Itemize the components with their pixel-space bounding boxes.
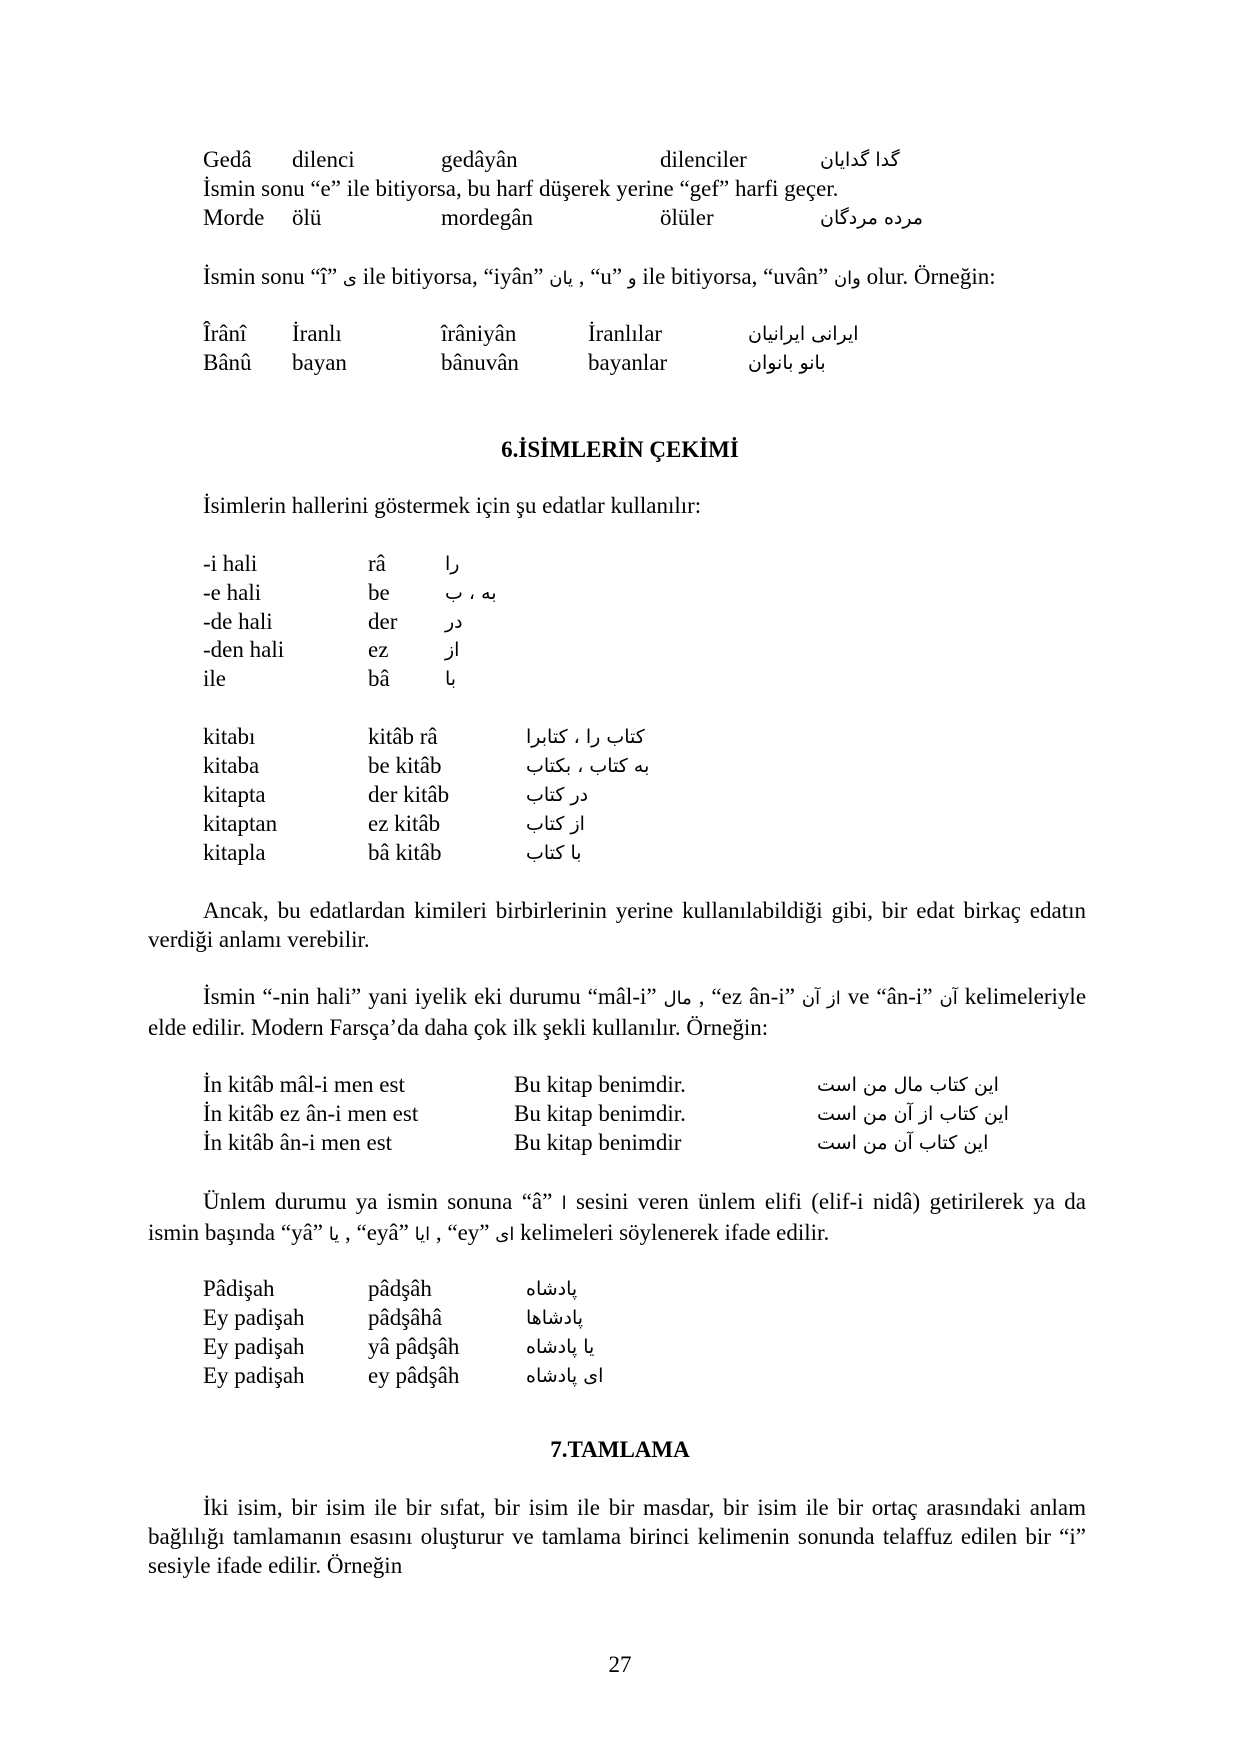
case-persian: با: [445, 668, 457, 690]
text-fragment: sesini veren ünlem elifi (elif-i nidâ) getirilerek ya da ismin başında “yâ”: [148, 1189, 1086, 1245]
turkish-form: Pâdişah: [203, 1276, 275, 1301]
case-persian: را: [445, 553, 460, 575]
latin-persian: kitâb râ: [368, 724, 438, 749]
persian-word: از آن: [801, 988, 841, 1009]
text-fragment: İsmin “-nin hali” yani iyelik eki durumu “mâl-i”: [203, 984, 657, 1009]
text-fragment: , “eyâ”: [345, 1220, 409, 1245]
text-fragment: ile bitiyorsa, “uvân”: [642, 264, 829, 289]
turkish-form: Ey padişah: [203, 1334, 305, 1359]
plural-meaning: ölüler: [660, 205, 714, 230]
tamlama-paragraph: İki isim, bir isim ile bir sıfat, bir isim ile bir masdar, bir isim ile bir ortaç arasındaki anlam bağlılığı tamlamanın esasını oluşturur ve tamlama birinci kelimenin sonunda telaffuz edilen bir “i” sesiyle ifade edilir. Örneğin: [148, 1495, 1086, 1578]
page-number: 27: [608, 1652, 632, 1677]
e-rule-text: İsmin sonu “e” ile bitiyorsa, bu harf düşerek yerine “gef” harfi geçer.: [203, 176, 839, 201]
i-u-rule-paragraph: [148, 262, 1086, 293]
turkish-form: Ey padişah: [203, 1363, 305, 1388]
text-fragment: kelimeleriyle elde edilir. Modern Farsça’da daha çok ilk şekli kullanılır. Örneğin:: [148, 984, 1087, 1040]
text-fragment: Ünlem durumu ya ismin sonuna “â”: [203, 1189, 553, 1214]
text-fragment: , “ey”: [435, 1220, 490, 1245]
persian-word: ایا: [414, 1224, 431, 1245]
text-fragment: ile bitiyorsa, “iyân”: [362, 264, 544, 289]
persian-letter: و: [627, 268, 637, 289]
plural-word: mordegân: [441, 205, 533, 230]
latin-persian: be kitâb: [368, 753, 442, 778]
persian-form: کتاب را ، کتابرا: [526, 726, 645, 748]
case-name: -i hali: [203, 551, 258, 576]
turkish-form: kitapta: [203, 782, 266, 807]
singular-word: Gedâ: [203, 147, 252, 172]
persian-word: یا: [328, 1224, 340, 1245]
text-fragment: ve “ân-i”: [847, 984, 933, 1009]
latin-persian: ez kitâb: [368, 811, 441, 836]
persian-letter: ا: [561, 1193, 567, 1214]
latin-persian: pâdşâh: [368, 1276, 432, 1301]
case-particle: der: [368, 609, 398, 634]
persian-forms: ایرانی ایرانیان: [748, 323, 859, 345]
persian-word: مال: [663, 988, 692, 1009]
plural-word: bânuvân: [441, 350, 519, 375]
latin-persian: yâ pâdşâh: [368, 1334, 460, 1359]
case-persian: از: [445, 639, 460, 661]
section-heading: 7.TAMLAMA: [550, 1437, 690, 1462]
persian-word: ای: [495, 1224, 515, 1245]
case-particle: be: [368, 580, 390, 605]
turkish-form: kitaba: [203, 753, 260, 778]
ancak-paragraph: Ancak, bu edatlardan kimileri birbirlerinin yerine kullanılabildiği gibi, bir edat birkaç edatın verdiği anlamı verebilir.: [148, 898, 1086, 952]
persian-suffix: وان: [833, 268, 861, 289]
latin-persian: pâdşâhâ: [368, 1305, 443, 1330]
persian-forms: بانو بانوان: [748, 352, 826, 374]
latin-persian: ey pâdşâh: [368, 1363, 460, 1388]
persian-form: ای پادشاه: [526, 1365, 604, 1387]
persian-form: پادشاه: [526, 1278, 578, 1300]
plural-meaning: dilenciler: [660, 147, 747, 172]
nin-paragraph: [148, 982, 1086, 1042]
plural-word: gedâyân: [441, 147, 518, 172]
persian-forms: گدا گدایان: [820, 149, 900, 171]
text-fragment: kelimeleri söylenerek ifade edilir.: [520, 1220, 830, 1245]
latin-persian: bâ kitâb: [368, 840, 442, 865]
persian-form: به کتاب ، بکتاب: [526, 755, 650, 777]
singular-word: Bânû: [203, 350, 252, 375]
case-particle: râ: [368, 551, 386, 576]
text-fragment: , “ez ân-i”: [698, 984, 795, 1009]
text-fragment: İsmin sonu “î”: [203, 264, 338, 289]
turkish-form: kitapla: [203, 840, 266, 865]
case-particle: bâ: [368, 666, 390, 691]
turkish-form: kitabı: [203, 724, 256, 749]
case-name: -den hali: [203, 637, 285, 662]
persian-form: در کتاب: [526, 784, 589, 806]
persian-form: از کتاب: [526, 813, 585, 835]
singular-word: Morde: [203, 205, 265, 230]
persian-forms: مرده مردگان: [820, 207, 924, 229]
section-heading: 6.İSİMLERİN ÇEKİMİ: [501, 437, 739, 462]
persian-sentence: این کتاب مال من است: [817, 1074, 999, 1096]
case-name: ile: [203, 666, 226, 691]
persian-letter: ی: [342, 268, 357, 289]
text-fragment: , “u”: [578, 264, 623, 289]
persian-sentence: این کتاب از آن من است: [817, 1103, 1009, 1125]
persian-word: آن: [939, 988, 958, 1009]
turkish-sentence: Bu kitap benimdir.: [514, 1072, 686, 1097]
case-name: -e hali: [203, 580, 262, 605]
singular-meaning: ölü: [292, 205, 322, 230]
persian-sentence: این کتاب آن من است: [817, 1132, 989, 1154]
case-persian: در: [445, 611, 463, 633]
case-persian: به ، ب: [445, 582, 497, 604]
persian-form: پادشاها: [526, 1307, 584, 1329]
plural-word: îrâniyân: [441, 321, 517, 346]
plural-meaning: İranlılar: [588, 321, 663, 346]
singular-meaning: İranlı: [292, 321, 342, 346]
section-intro: İsimlerin hallerini göstermek için şu edatlar kullanılır:: [203, 493, 702, 518]
singular-word: Îrânî: [203, 321, 247, 346]
persian-suffix: یان: [549, 268, 573, 289]
unlem-paragraph: [148, 1187, 1086, 1249]
persian-form: با کتاب: [526, 842, 582, 864]
turkish-form: kitaptan: [203, 811, 278, 836]
latin-sentence: İn kitâb mâl-i men est: [203, 1072, 405, 1097]
turkish-sentence: Bu kitap benimdir: [514, 1130, 682, 1155]
plural-meaning: bayanlar: [588, 350, 668, 375]
latin-persian: der kitâb: [368, 782, 450, 807]
singular-meaning: dilenci: [292, 147, 355, 172]
persian-form: یا پادشاه: [526, 1336, 595, 1358]
latin-sentence: İn kitâb ez ân-i men est: [203, 1101, 419, 1126]
case-name: -de hali: [203, 609, 273, 634]
latin-sentence: İn kitâb ân-i men est: [203, 1130, 393, 1155]
turkish-sentence: Bu kitap benimdir.: [514, 1101, 686, 1126]
singular-meaning: bayan: [292, 350, 347, 375]
turkish-form: Ey padişah: [203, 1305, 305, 1330]
case-particle: ez: [368, 637, 389, 662]
text-fragment: olur. Örneğin:: [866, 264, 996, 289]
